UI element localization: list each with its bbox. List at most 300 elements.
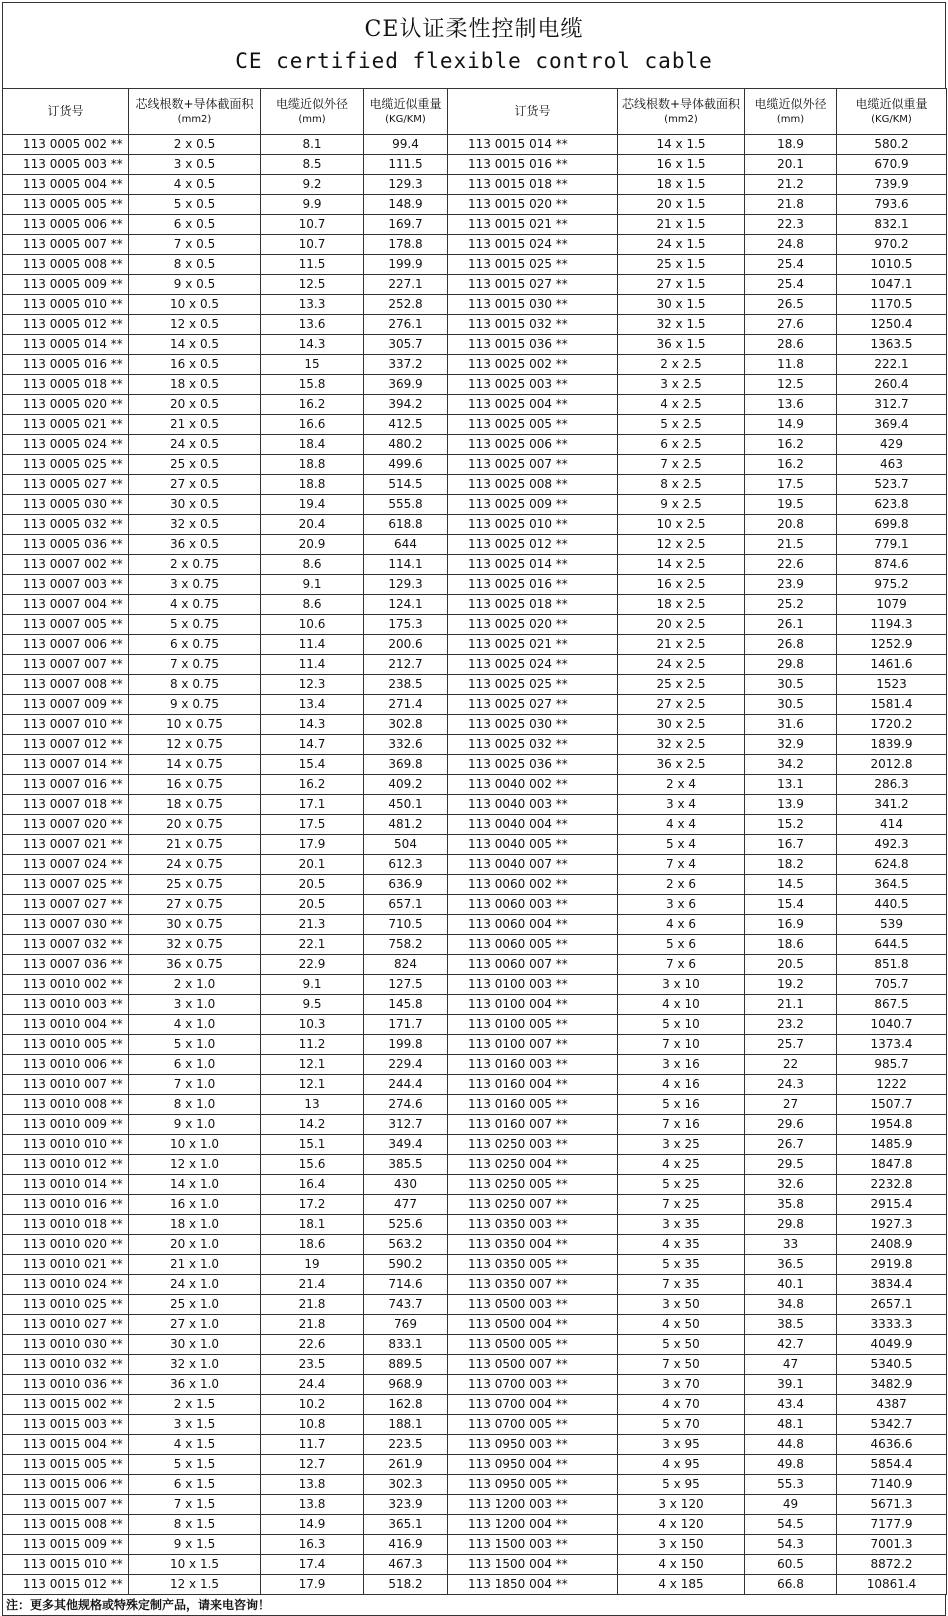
core-section-cell: 24 x 0.75 bbox=[129, 855, 261, 875]
core-section-cell: 5 x 0.75 bbox=[129, 615, 261, 635]
order-number-cell: 113 0015 008 ** bbox=[3, 1515, 129, 1535]
weight-cell: 523.7 bbox=[837, 475, 947, 495]
table-row bbox=[3, 1415, 947, 1435]
order-number-cell: 113 0025 003 ** bbox=[448, 375, 618, 395]
weight-cell: 429 bbox=[837, 435, 947, 455]
footer-note: 注：更多其他规格或特殊定制产品，请来电咨询！ bbox=[2, 1595, 946, 1616]
outer-diameter-cell: 19.2 bbox=[745, 975, 837, 995]
outer-diameter-cell: 11.4 bbox=[261, 655, 364, 675]
order-number-cell: 113 0005 024 ** bbox=[3, 435, 129, 455]
table-row bbox=[3, 175, 947, 195]
order-number-cell: 113 0005 012 ** bbox=[3, 315, 129, 335]
outer-diameter-cell: 22.6 bbox=[261, 1335, 364, 1355]
outer-diameter-cell: 22.3 bbox=[745, 215, 837, 235]
weight-cell: 5342.7 bbox=[837, 1415, 947, 1435]
core-section-cell: 20 x 0.5 bbox=[129, 395, 261, 415]
column-header-unit: (KG/KM) bbox=[871, 113, 912, 125]
weight-cell: 162.8 bbox=[364, 1395, 448, 1415]
outer-diameter-cell: 49 bbox=[745, 1495, 837, 1515]
weight-cell: 450.1 bbox=[364, 795, 448, 815]
table-row bbox=[3, 875, 947, 895]
order-number-cell: 113 0005 016 ** bbox=[3, 355, 129, 375]
core-section-cell: 7 x 16 bbox=[618, 1115, 745, 1135]
core-section-cell: 4 x 10 bbox=[618, 995, 745, 1015]
outer-diameter-cell: 38.5 bbox=[745, 1315, 837, 1335]
order-number-cell: 113 0025 018 ** bbox=[448, 595, 618, 615]
core-section-cell: 5 x 1.5 bbox=[129, 1455, 261, 1475]
order-number-cell: 113 0160 003 ** bbox=[448, 1055, 618, 1075]
core-section-cell: 3 x 150 bbox=[618, 1535, 745, 1555]
order-number-cell: 113 0025 032 ** bbox=[448, 735, 618, 755]
core-section-cell: 8 x 0.5 bbox=[129, 255, 261, 275]
order-number-cell: 113 1500 004 ** bbox=[448, 1555, 618, 1575]
core-section-cell: 25 x 1.5 bbox=[618, 255, 745, 275]
weight-cell: 10861.4 bbox=[837, 1575, 947, 1595]
core-section-cell: 7 x 0.5 bbox=[129, 235, 261, 255]
core-section-cell: 4 x 150 bbox=[618, 1555, 745, 1575]
outer-diameter-cell: 13.6 bbox=[261, 315, 364, 335]
core-section-cell: 20 x 2.5 bbox=[618, 615, 745, 635]
order-number-cell: 113 0100 007 ** bbox=[448, 1035, 618, 1055]
core-section-cell: 2 x 1.5 bbox=[129, 1395, 261, 1415]
core-section-cell: 6 x 1.0 bbox=[129, 1055, 261, 1075]
core-section-cell: 16 x 1.0 bbox=[129, 1195, 261, 1215]
weight-cell: 260.4 bbox=[837, 375, 947, 395]
order-number-cell: 113 0025 005 ** bbox=[448, 415, 618, 435]
outer-diameter-cell: 54.5 bbox=[745, 1515, 837, 1535]
core-section-cell: 24 x 1.0 bbox=[129, 1275, 261, 1295]
outer-diameter-cell: 8.1 bbox=[261, 135, 364, 155]
weight-cell: 369.4 bbox=[837, 415, 947, 435]
weight-cell: 975.2 bbox=[837, 575, 947, 595]
column-header bbox=[129, 89, 261, 135]
core-section-cell: 3 x 1.0 bbox=[129, 995, 261, 1015]
weight-cell: 580.2 bbox=[837, 135, 947, 155]
order-number-cell: 113 0007 010 ** bbox=[3, 715, 129, 735]
table-row bbox=[3, 775, 947, 795]
table-row bbox=[3, 695, 947, 715]
order-number-cell: 113 0007 024 ** bbox=[3, 855, 129, 875]
weight-cell: 5340.5 bbox=[837, 1355, 947, 1375]
core-section-cell: 6 x 0.75 bbox=[129, 635, 261, 655]
weight-cell: 1581.4 bbox=[837, 695, 947, 715]
column-header-unit: (mm2) bbox=[664, 113, 698, 125]
order-number-cell: 113 0010 016 ** bbox=[3, 1195, 129, 1215]
outer-diameter-cell: 16.2 bbox=[745, 455, 837, 475]
outer-diameter-cell: 30.5 bbox=[745, 675, 837, 695]
weight-cell: 793.6 bbox=[837, 195, 947, 215]
table-row bbox=[3, 1155, 947, 1175]
title-english: CE certified flexible control cable bbox=[235, 49, 713, 73]
table-row bbox=[3, 135, 947, 155]
core-section-cell: 18 x 0.5 bbox=[129, 375, 261, 395]
outer-diameter-cell: 10.2 bbox=[261, 1395, 364, 1415]
weight-cell: 463 bbox=[837, 455, 947, 475]
order-number-cell: 113 0005 014 ** bbox=[3, 335, 129, 355]
order-number-cell: 113 0005 021 ** bbox=[3, 415, 129, 435]
weight-cell: 1461.6 bbox=[837, 655, 947, 675]
column-header-label: 芯线根数+导体截面积 bbox=[621, 96, 741, 111]
table-row bbox=[3, 855, 947, 875]
order-number-cell: 113 0007 025 ** bbox=[3, 875, 129, 895]
core-section-cell: 20 x 0.75 bbox=[129, 815, 261, 835]
outer-diameter-cell: 13.8 bbox=[261, 1475, 364, 1495]
order-number-cell: 113 0015 002 ** bbox=[3, 1395, 129, 1415]
core-section-cell: 3 x 35 bbox=[618, 1215, 745, 1235]
table-row bbox=[3, 1015, 947, 1035]
core-section-cell: 5 x 70 bbox=[618, 1415, 745, 1435]
column-header bbox=[618, 89, 745, 135]
weight-cell: 1954.8 bbox=[837, 1115, 947, 1135]
outer-diameter-cell: 20.9 bbox=[261, 535, 364, 555]
weight-cell: 148.9 bbox=[364, 195, 448, 215]
table-row bbox=[3, 1295, 947, 1315]
weight-cell: 504 bbox=[364, 835, 448, 855]
order-number-cell: 113 1500 003 ** bbox=[448, 1535, 618, 1555]
core-section-cell: 8 x 2.5 bbox=[618, 475, 745, 495]
order-number-cell: 113 0160 004 ** bbox=[448, 1075, 618, 1095]
order-number-cell: 113 0005 025 ** bbox=[3, 455, 129, 475]
core-section-cell: 36 x 0.5 bbox=[129, 535, 261, 555]
table-row bbox=[3, 555, 947, 575]
outer-diameter-cell: 17.9 bbox=[261, 1575, 364, 1595]
core-section-cell: 12 x 0.75 bbox=[129, 735, 261, 755]
outer-diameter-cell: 44.8 bbox=[745, 1435, 837, 1455]
core-section-cell: 7 x 10 bbox=[618, 1035, 745, 1055]
order-number-cell: 113 0010 008 ** bbox=[3, 1095, 129, 1115]
core-section-cell: 3 x 70 bbox=[618, 1375, 745, 1395]
order-number-cell: 113 0015 010 ** bbox=[3, 1555, 129, 1575]
outer-diameter-cell: 9.9 bbox=[261, 195, 364, 215]
weight-cell: 2915.4 bbox=[837, 1195, 947, 1215]
outer-diameter-cell: 35.8 bbox=[745, 1195, 837, 1215]
order-number-cell: 113 0007 016 ** bbox=[3, 775, 129, 795]
weight-cell: 499.6 bbox=[364, 455, 448, 475]
order-number-cell: 113 0700 005 ** bbox=[448, 1415, 618, 1435]
core-section-cell: 16 x 0.75 bbox=[129, 775, 261, 795]
weight-cell: 127.5 bbox=[364, 975, 448, 995]
weight-cell: 199.8 bbox=[364, 1035, 448, 1055]
order-number-cell: 113 0025 036 ** bbox=[448, 755, 618, 775]
order-number-cell: 113 0005 018 ** bbox=[3, 375, 129, 395]
core-section-cell: 18 x 1.5 bbox=[618, 175, 745, 195]
outer-diameter-cell: 19.5 bbox=[745, 495, 837, 515]
weight-cell: 2012.8 bbox=[837, 755, 947, 775]
core-section-cell: 4 x 16 bbox=[618, 1075, 745, 1095]
outer-diameter-cell: 20.5 bbox=[745, 955, 837, 975]
weight-cell: 99.4 bbox=[364, 135, 448, 155]
core-section-cell: 3 x 0.5 bbox=[129, 155, 261, 175]
outer-diameter-cell: 18.2 bbox=[745, 855, 837, 875]
weight-cell: 1252.9 bbox=[837, 635, 947, 655]
outer-diameter-cell: 16.2 bbox=[261, 395, 364, 415]
outer-diameter-cell: 43.4 bbox=[745, 1395, 837, 1415]
order-number-cell: 113 0025 016 ** bbox=[448, 575, 618, 595]
outer-diameter-cell: 18.9 bbox=[745, 135, 837, 155]
order-number-cell: 113 0350 007 ** bbox=[448, 1275, 618, 1295]
core-section-cell: 21 x 0.5 bbox=[129, 415, 261, 435]
core-section-cell: 8 x 0.75 bbox=[129, 675, 261, 695]
core-section-cell: 2 x 1.0 bbox=[129, 975, 261, 995]
order-number-cell: 113 0005 004 ** bbox=[3, 175, 129, 195]
order-number-cell: 113 0015 005 ** bbox=[3, 1455, 129, 1475]
weight-cell: 8872.2 bbox=[837, 1555, 947, 1575]
outer-diameter-cell: 22.6 bbox=[745, 555, 837, 575]
core-section-cell: 10 x 1.5 bbox=[129, 1555, 261, 1575]
outer-diameter-cell: 8.6 bbox=[261, 595, 364, 615]
order-number-cell: 113 0025 027 ** bbox=[448, 695, 618, 715]
order-number-cell: 113 0015 012 ** bbox=[3, 1575, 129, 1595]
weight-cell: 1170.5 bbox=[837, 295, 947, 315]
outer-diameter-cell: 24.3 bbox=[745, 1075, 837, 1095]
order-number-cell: 113 0025 030 ** bbox=[448, 715, 618, 735]
outer-diameter-cell: 20.5 bbox=[261, 895, 364, 915]
order-number-cell: 113 0015 030 ** bbox=[448, 295, 618, 315]
core-section-cell: 7 x 4 bbox=[618, 855, 745, 875]
title-block bbox=[2, 2, 946, 88]
order-number-cell: 113 0700 004 ** bbox=[448, 1395, 618, 1415]
table-row bbox=[3, 1195, 947, 1215]
outer-diameter-cell: 14.7 bbox=[261, 735, 364, 755]
outer-diameter-cell: 29.8 bbox=[745, 1215, 837, 1235]
outer-diameter-cell: 13.4 bbox=[261, 695, 364, 715]
table-row bbox=[3, 1515, 947, 1535]
core-section-cell: 5 x 1.0 bbox=[129, 1035, 261, 1055]
weight-cell: 212.7 bbox=[364, 655, 448, 675]
outer-diameter-cell: 29.8 bbox=[745, 655, 837, 675]
outer-diameter-cell: 39.1 bbox=[745, 1375, 837, 1395]
order-number-cell: 113 0040 004 ** bbox=[448, 815, 618, 835]
order-number-cell: 113 0010 014 ** bbox=[3, 1175, 129, 1195]
core-section-cell: 2 x 0.75 bbox=[129, 555, 261, 575]
order-number-cell: 113 0010 024 ** bbox=[3, 1275, 129, 1295]
weight-cell: 341.2 bbox=[837, 795, 947, 815]
order-number-cell: 113 0007 027 ** bbox=[3, 895, 129, 915]
outer-diameter-cell: 14.9 bbox=[261, 1515, 364, 1535]
outer-diameter-cell: 17.4 bbox=[261, 1555, 364, 1575]
core-section-cell: 24 x 2.5 bbox=[618, 655, 745, 675]
weight-cell: 145.8 bbox=[364, 995, 448, 1015]
outer-diameter-cell: 10.8 bbox=[261, 1415, 364, 1435]
table-row bbox=[3, 1315, 947, 1335]
weight-cell: 467.3 bbox=[364, 1555, 448, 1575]
order-number-cell: 113 0007 014 ** bbox=[3, 755, 129, 775]
core-section-cell: 5 x 6 bbox=[618, 935, 745, 955]
weight-cell: 332.6 bbox=[364, 735, 448, 755]
weight-cell: 252.8 bbox=[364, 295, 448, 315]
table-row bbox=[3, 995, 947, 1015]
order-number-cell: 113 0040 007 ** bbox=[448, 855, 618, 875]
table-row bbox=[3, 1055, 947, 1075]
core-section-cell: 14 x 2.5 bbox=[618, 555, 745, 575]
table-row bbox=[3, 215, 947, 235]
core-section-cell: 27 x 1.0 bbox=[129, 1315, 261, 1335]
order-number-cell: 113 0100 005 ** bbox=[448, 1015, 618, 1035]
order-number-cell: 113 0025 020 ** bbox=[448, 615, 618, 635]
core-section-cell: 7 x 6 bbox=[618, 955, 745, 975]
order-number-cell: 113 0005 036 ** bbox=[3, 535, 129, 555]
order-number-cell: 113 0010 012 ** bbox=[3, 1155, 129, 1175]
outer-diameter-cell: 22.1 bbox=[261, 935, 364, 955]
weight-cell: 188.1 bbox=[364, 1415, 448, 1435]
weight-cell: 636.9 bbox=[364, 875, 448, 895]
weight-cell: 178.8 bbox=[364, 235, 448, 255]
outer-diameter-cell: 16.2 bbox=[745, 435, 837, 455]
outer-diameter-cell: 22.9 bbox=[261, 955, 364, 975]
core-section-cell: 25 x 0.75 bbox=[129, 875, 261, 895]
weight-cell: 1720.2 bbox=[837, 715, 947, 735]
outer-diameter-cell: 14.3 bbox=[261, 335, 364, 355]
order-number-cell: 113 0015 014 ** bbox=[448, 135, 618, 155]
order-number-cell: 113 1850 004 ** bbox=[448, 1575, 618, 1595]
order-number-cell: 113 0015 020 ** bbox=[448, 195, 618, 215]
table-row bbox=[3, 1475, 947, 1495]
weight-cell: 1373.4 bbox=[837, 1035, 947, 1055]
order-number-cell: 113 0005 010 ** bbox=[3, 295, 129, 315]
table-row bbox=[3, 975, 947, 995]
weight-cell: 312.7 bbox=[364, 1115, 448, 1135]
order-number-cell: 113 0010 036 ** bbox=[3, 1375, 129, 1395]
weight-cell: 1523 bbox=[837, 675, 947, 695]
core-section-cell: 12 x 2.5 bbox=[618, 535, 745, 555]
order-number-cell: 113 0060 007 ** bbox=[448, 955, 618, 975]
core-section-cell: 10 x 2.5 bbox=[618, 515, 745, 535]
core-section-cell: 32 x 0.5 bbox=[129, 515, 261, 535]
order-number-cell: 113 0007 006 ** bbox=[3, 635, 129, 655]
weight-cell: 302.3 bbox=[364, 1475, 448, 1495]
column-header bbox=[261, 89, 364, 135]
order-number-cell: 113 0060 002 ** bbox=[448, 875, 618, 895]
weight-cell: 2657.1 bbox=[837, 1295, 947, 1315]
outer-diameter-cell: 20.5 bbox=[261, 875, 364, 895]
order-number-cell: 113 0007 009 ** bbox=[3, 695, 129, 715]
order-number-cell: 113 0005 008 ** bbox=[3, 255, 129, 275]
outer-diameter-cell: 13 bbox=[261, 1095, 364, 1115]
table-row bbox=[3, 235, 947, 255]
core-section-cell: 32 x 1.0 bbox=[129, 1355, 261, 1375]
core-section-cell: 10 x 0.75 bbox=[129, 715, 261, 735]
order-number-cell: 113 0250 005 ** bbox=[448, 1175, 618, 1195]
order-number-cell: 113 0950 005 ** bbox=[448, 1475, 618, 1495]
core-section-cell: 5 x 50 bbox=[618, 1335, 745, 1355]
table-row bbox=[3, 1255, 947, 1275]
core-section-cell: 2 x 0.5 bbox=[129, 135, 261, 155]
weight-cell: 739.9 bbox=[837, 175, 947, 195]
order-number-cell: 113 0010 006 ** bbox=[3, 1055, 129, 1075]
order-number-cell: 113 0015 006 ** bbox=[3, 1475, 129, 1495]
outer-diameter-cell: 10.7 bbox=[261, 215, 364, 235]
outer-diameter-cell: 13.3 bbox=[261, 295, 364, 315]
core-section-cell: 7 x 25 bbox=[618, 1195, 745, 1215]
core-section-cell: 30 x 2.5 bbox=[618, 715, 745, 735]
weight-cell: 1485.9 bbox=[837, 1135, 947, 1155]
weight-cell: 7177.9 bbox=[837, 1515, 947, 1535]
weight-cell: 238.5 bbox=[364, 675, 448, 695]
weight-cell: 714.6 bbox=[364, 1275, 448, 1295]
table-row bbox=[3, 1575, 947, 1595]
weight-cell: 1250.4 bbox=[837, 315, 947, 335]
order-number-cell: 113 0500 004 ** bbox=[448, 1315, 618, 1335]
order-number-cell: 113 0025 002 ** bbox=[448, 355, 618, 375]
weight-cell: 1363.5 bbox=[837, 335, 947, 355]
outer-diameter-cell: 14.9 bbox=[745, 415, 837, 435]
outer-diameter-cell: 9.1 bbox=[261, 975, 364, 995]
outer-diameter-cell: 19.4 bbox=[261, 495, 364, 515]
order-number-cell: 113 0060 005 ** bbox=[448, 935, 618, 955]
weight-cell: 244.4 bbox=[364, 1075, 448, 1095]
table-row bbox=[3, 1495, 947, 1515]
table-row bbox=[3, 935, 947, 955]
order-number-cell: 113 0250 007 ** bbox=[448, 1195, 618, 1215]
order-number-cell: 113 0025 008 ** bbox=[448, 475, 618, 495]
weight-cell: 477 bbox=[364, 1195, 448, 1215]
order-number-cell: 113 0010 030 ** bbox=[3, 1335, 129, 1355]
outer-diameter-cell: 12.3 bbox=[261, 675, 364, 695]
outer-diameter-cell: 18.6 bbox=[745, 935, 837, 955]
table-row bbox=[3, 455, 947, 475]
weight-cell: 699.8 bbox=[837, 515, 947, 535]
order-number-cell: 113 0007 020 ** bbox=[3, 815, 129, 835]
order-number-cell: 113 0010 020 ** bbox=[3, 1235, 129, 1255]
core-section-cell: 3 x 50 bbox=[618, 1295, 745, 1315]
outer-diameter-cell: 25.2 bbox=[745, 595, 837, 615]
weight-cell: 563.2 bbox=[364, 1235, 448, 1255]
outer-diameter-cell: 32.9 bbox=[745, 735, 837, 755]
core-section-cell: 4 x 70 bbox=[618, 1395, 745, 1415]
order-number-cell: 113 0015 003 ** bbox=[3, 1415, 129, 1435]
outer-diameter-cell: 30.5 bbox=[745, 695, 837, 715]
outer-diameter-cell: 20.8 bbox=[745, 515, 837, 535]
core-section-cell: 16 x 0.5 bbox=[129, 355, 261, 375]
outer-diameter-cell: 32.6 bbox=[745, 1175, 837, 1195]
order-number-cell: 113 0010 025 ** bbox=[3, 1295, 129, 1315]
core-section-cell: 18 x 0.75 bbox=[129, 795, 261, 815]
outer-diameter-cell: 16.2 bbox=[261, 775, 364, 795]
core-section-cell: 27 x 0.5 bbox=[129, 475, 261, 495]
table-row bbox=[3, 1215, 947, 1235]
order-number-cell: 113 0025 012 ** bbox=[448, 535, 618, 555]
outer-diameter-cell: 9.2 bbox=[261, 175, 364, 195]
core-section-cell: 21 x 1.0 bbox=[129, 1255, 261, 1275]
core-section-cell: 9 x 2.5 bbox=[618, 495, 745, 515]
outer-diameter-cell: 11.5 bbox=[261, 255, 364, 275]
column-header-unit: (KG/KM) bbox=[385, 113, 426, 125]
weight-cell: 644.5 bbox=[837, 935, 947, 955]
core-section-cell: 27 x 2.5 bbox=[618, 695, 745, 715]
weight-cell: 111.5 bbox=[364, 155, 448, 175]
table-row bbox=[3, 495, 947, 515]
outer-diameter-cell: 31.6 bbox=[745, 715, 837, 735]
outer-diameter-cell: 16.9 bbox=[745, 915, 837, 935]
order-number-cell: 113 0010 009 ** bbox=[3, 1115, 129, 1135]
outer-diameter-cell: 12.1 bbox=[261, 1055, 364, 1075]
order-number-cell: 113 0010 032 ** bbox=[3, 1355, 129, 1375]
outer-diameter-cell: 42.7 bbox=[745, 1335, 837, 1355]
order-number-cell: 113 0500 003 ** bbox=[448, 1295, 618, 1315]
weight-cell: 271.4 bbox=[364, 695, 448, 715]
core-section-cell: 3 x 16 bbox=[618, 1055, 745, 1075]
weight-cell: 412.5 bbox=[364, 415, 448, 435]
core-section-cell: 3 x 1.5 bbox=[129, 1415, 261, 1435]
order-number-cell: 113 0160 007 ** bbox=[448, 1115, 618, 1135]
outer-diameter-cell: 16.7 bbox=[745, 835, 837, 855]
table-row bbox=[3, 315, 947, 335]
core-section-cell: 6 x 2.5 bbox=[618, 435, 745, 455]
weight-cell: 481.2 bbox=[364, 815, 448, 835]
weight-cell: 1194.3 bbox=[837, 615, 947, 635]
core-section-cell: 4 x 95 bbox=[618, 1455, 745, 1475]
table-row bbox=[3, 1235, 947, 1255]
